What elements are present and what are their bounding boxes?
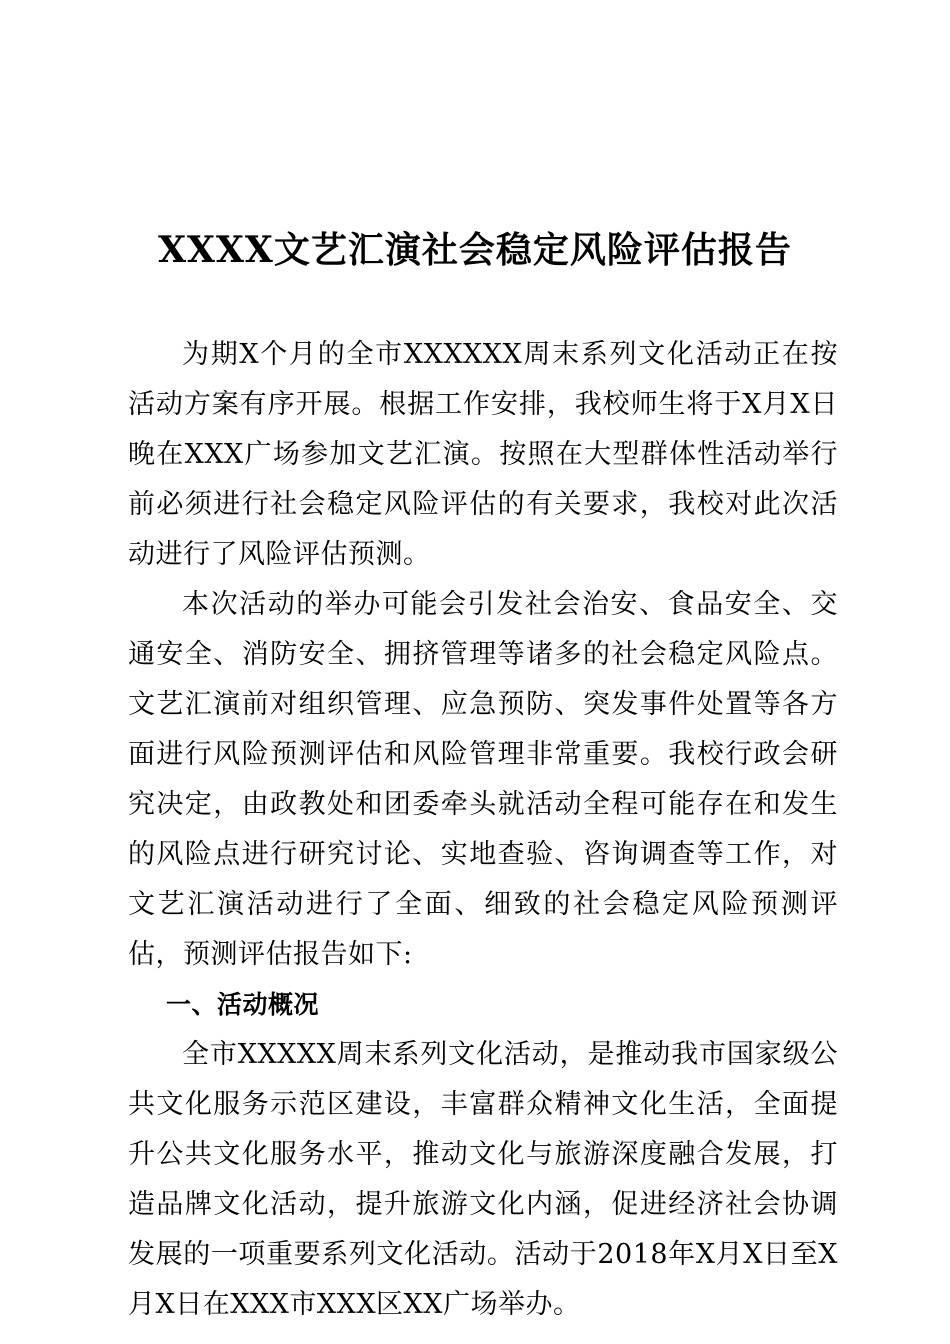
intro-paragraph: 为期X个月的全市XXXXXX周末系列文化活动正在按活动方案有序开展。根据工作安排，我校师生将于X月X日晚在XXX广场参加文艺汇演。按照在大型群体性活动举行前必须进行社会稳定风险评估的有关要求，我校对此次活动进行了风险评估预测。 — [128, 339, 838, 570]
document-title: XXXX文艺汇演社会稳定风险评估报告 — [158, 229, 792, 271]
document-body — [128, 330, 838, 1330]
section-heading-activity-overview: 一、活动概况 — [166, 990, 320, 1019]
activity-overview-paragraph: 全市XXXXX周末系列文化活动，是推动我市国家级公共文化服务示范区建设，丰富群众精神文化生活，全面提升公共文化服务水平，推动文化与旅游深度融合发展，打造品牌文化活动，提升旅游文化内涵，促进经济社会协调发展的一项重要系列文化活动。活动于2018年X月X日至X月X日在XXX市XXX区XX广场举办。 — [128, 1039, 838, 1320]
risk-overview-paragraph: 本次活动的举办可能会引发社会治安、食品安全、交通安全、消防安全、拥挤管理等诸多的社会稳定风险点。文艺汇演前对组织管理、应急预防、突发事件处置等各方面进行风险预测评估和风险管理非常重要。我校行政会研究决定，由政教处和团委牵头就活动全程可能存在和发生的风险点进行研究讨论、实地查验、咨询调查等工作，对文艺汇演活动进行了全面、细致的社会稳定风险预测评估，预测评估报告如下: — [128, 589, 838, 970]
